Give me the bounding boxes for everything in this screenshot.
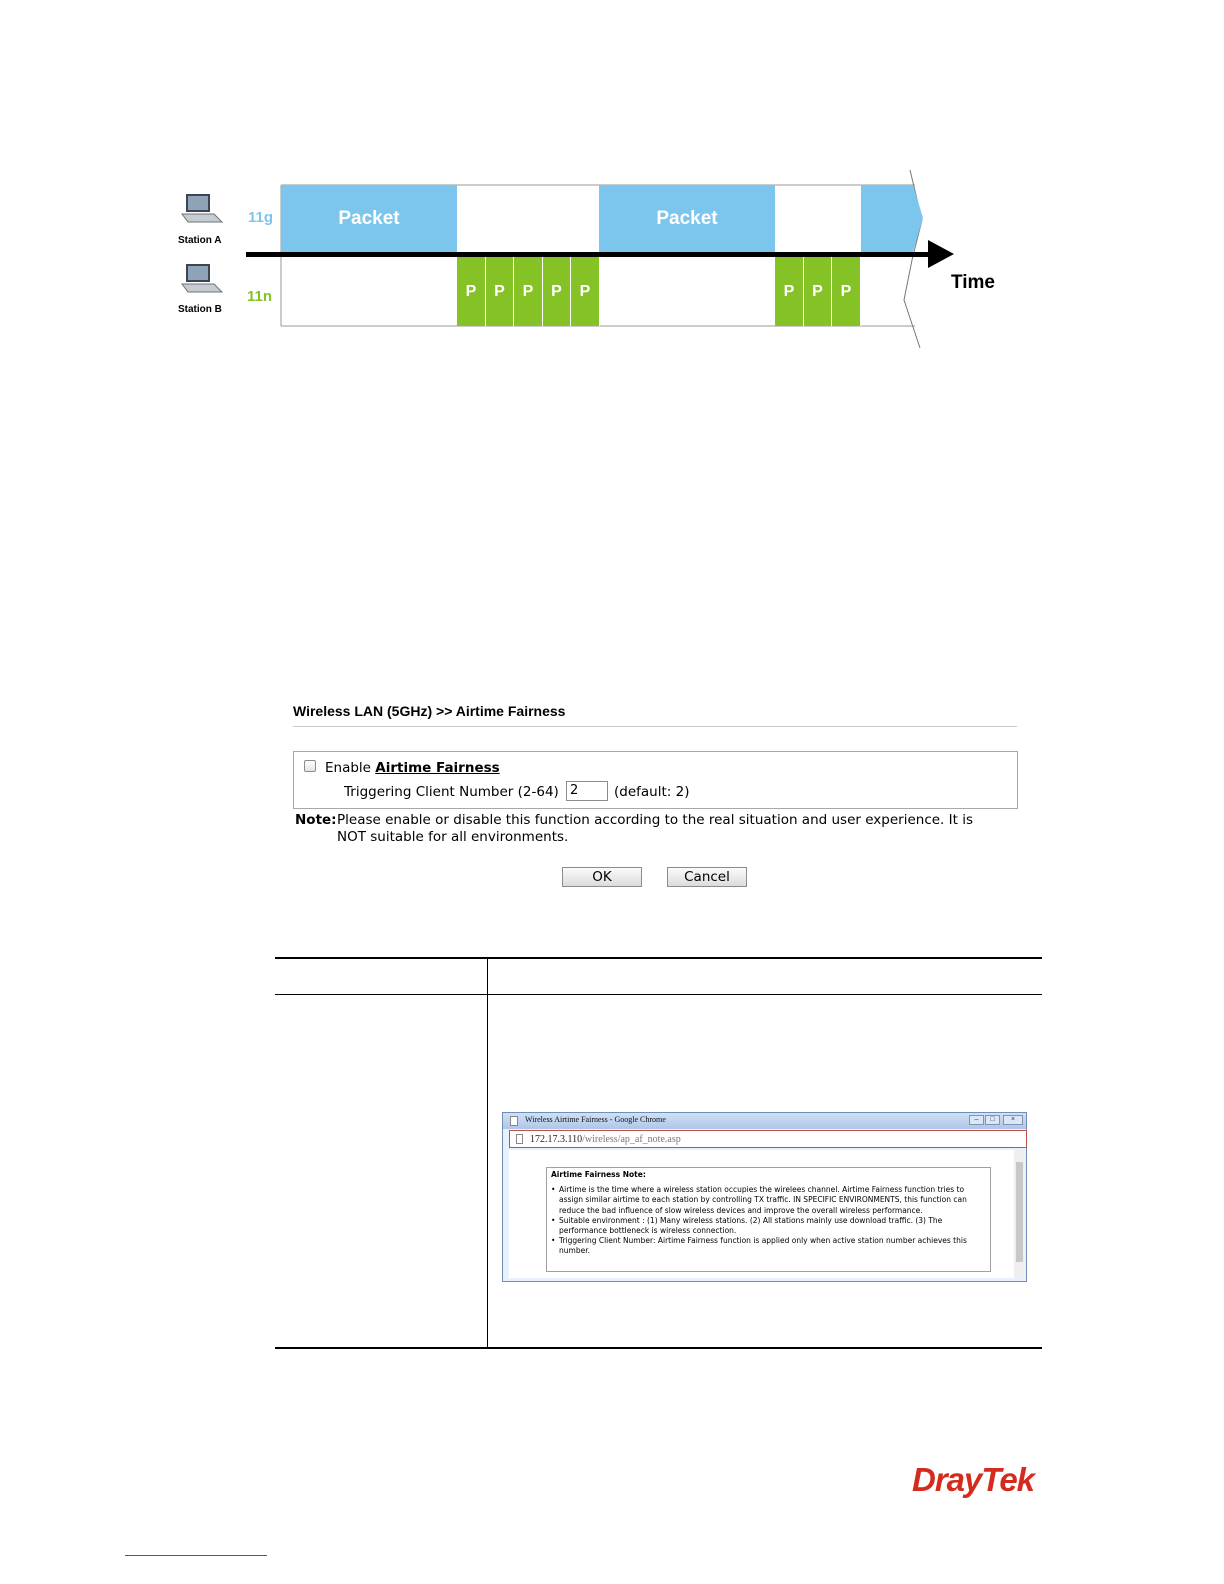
- note-bullet: • Triggering Client Number: Airtime Fairness function is applied only when active station number achieves this number.: [551, 1236, 986, 1256]
- packet-block: Packet: [599, 185, 775, 252]
- airtime-diagram: [170, 160, 1010, 360]
- airtime-fairness-link[interactable]: Airtime Fairness: [375, 760, 500, 776]
- window-titlebar: [503, 1113, 1026, 1129]
- band-a-label: 11g: [248, 209, 274, 226]
- minimize-icon[interactable]: –: [969, 1115, 984, 1125]
- scrollbar-thumb[interactable]: [1016, 1162, 1023, 1262]
- triggering-client-input[interactable]: 2: [566, 781, 608, 801]
- p-block: P: [832, 257, 861, 326]
- note-box: [546, 1167, 991, 1272]
- ok-button[interactable]: OK: [562, 867, 642, 887]
- note-label: Note:: [295, 812, 337, 828]
- title-divider: [293, 726, 1017, 727]
- page-title: Wireless LAN (5GHz) >> Airtime Fairness: [293, 703, 566, 719]
- url-text: [530, 1134, 681, 1145]
- packet-block: Packet: [281, 185, 457, 252]
- page-icon: [510, 1116, 518, 1126]
- page-icon: [516, 1134, 523, 1144]
- time-label: Time: [951, 272, 996, 293]
- note-bullet: • Suitable environment : (1) Many wireless stations. (2) All stations mainly use download traffic. (3) The performance bottleneck is wireless connection.: [551, 1216, 986, 1236]
- triggering-client-default: (default: 2): [614, 784, 690, 800]
- table-bottom-rule: [275, 1347, 1042, 1349]
- station-a-label: Station A: [178, 235, 222, 246]
- footer-link-underline: [125, 1555, 267, 1556]
- url-host: 172.17.3.110: [530, 1134, 583, 1145]
- draytek-logo: [912, 1461, 1046, 1501]
- p-block: P: [804, 257, 832, 326]
- p-block: P: [543, 257, 571, 326]
- time-axis-arrow: [170, 160, 1010, 360]
- address-bar[interactable]: [509, 1130, 1027, 1148]
- band-b-label: 11n: [247, 288, 273, 305]
- window-content: [509, 1150, 1017, 1278]
- p-block: P: [775, 257, 804, 326]
- window-title: Wireless Airtime Fairness - Google Chrome: [525, 1115, 666, 1124]
- p-block: P: [457, 257, 486, 326]
- airtime-fairness-note-window: [502, 1112, 1027, 1282]
- table-column-divider: [487, 959, 488, 1348]
- scrollbar[interactable]: [1014, 1150, 1025, 1278]
- note-bullet: • Airtime is the time where a wireless station occupies the wirelees channel. Airtime Fairness function tries to assign similar airtime to each station by controlling TX traffic. IN SPECIFIC ENVIRONMENTS, this function can reduce the bad influence of slow wireless devices and improve the overall wireless performance.: [551, 1185, 986, 1216]
- logo-text: DrayTek: [912, 1461, 1035, 1498]
- enable-prefix: Enable: [325, 760, 376, 776]
- note-text: Please enable or disable this function according to the real situation and user experience. It is NOT suitable for all environments.: [337, 812, 973, 845]
- enable-label: [325, 760, 500, 776]
- note-title: Airtime Fairness Note:: [551, 1170, 646, 1179]
- enable-airtime-fairness-checkbox[interactable]: [304, 760, 316, 772]
- url-path: /wireless/ap_af_note.asp: [582, 1134, 681, 1145]
- maximize-icon[interactable]: □: [985, 1115, 1000, 1125]
- p-block: P: [514, 257, 543, 326]
- triggering-client-label: Triggering Client Number (2-64): [344, 784, 559, 800]
- table-header-rule: [275, 994, 1042, 995]
- close-icon[interactable]: ×: [1003, 1115, 1023, 1125]
- p-block: P: [486, 257, 514, 326]
- table-top-rule: [275, 957, 1042, 959]
- station-b-label: Station B: [178, 304, 222, 315]
- p-block: P: [571, 257, 600, 326]
- cancel-button[interactable]: Cancel: [667, 867, 747, 887]
